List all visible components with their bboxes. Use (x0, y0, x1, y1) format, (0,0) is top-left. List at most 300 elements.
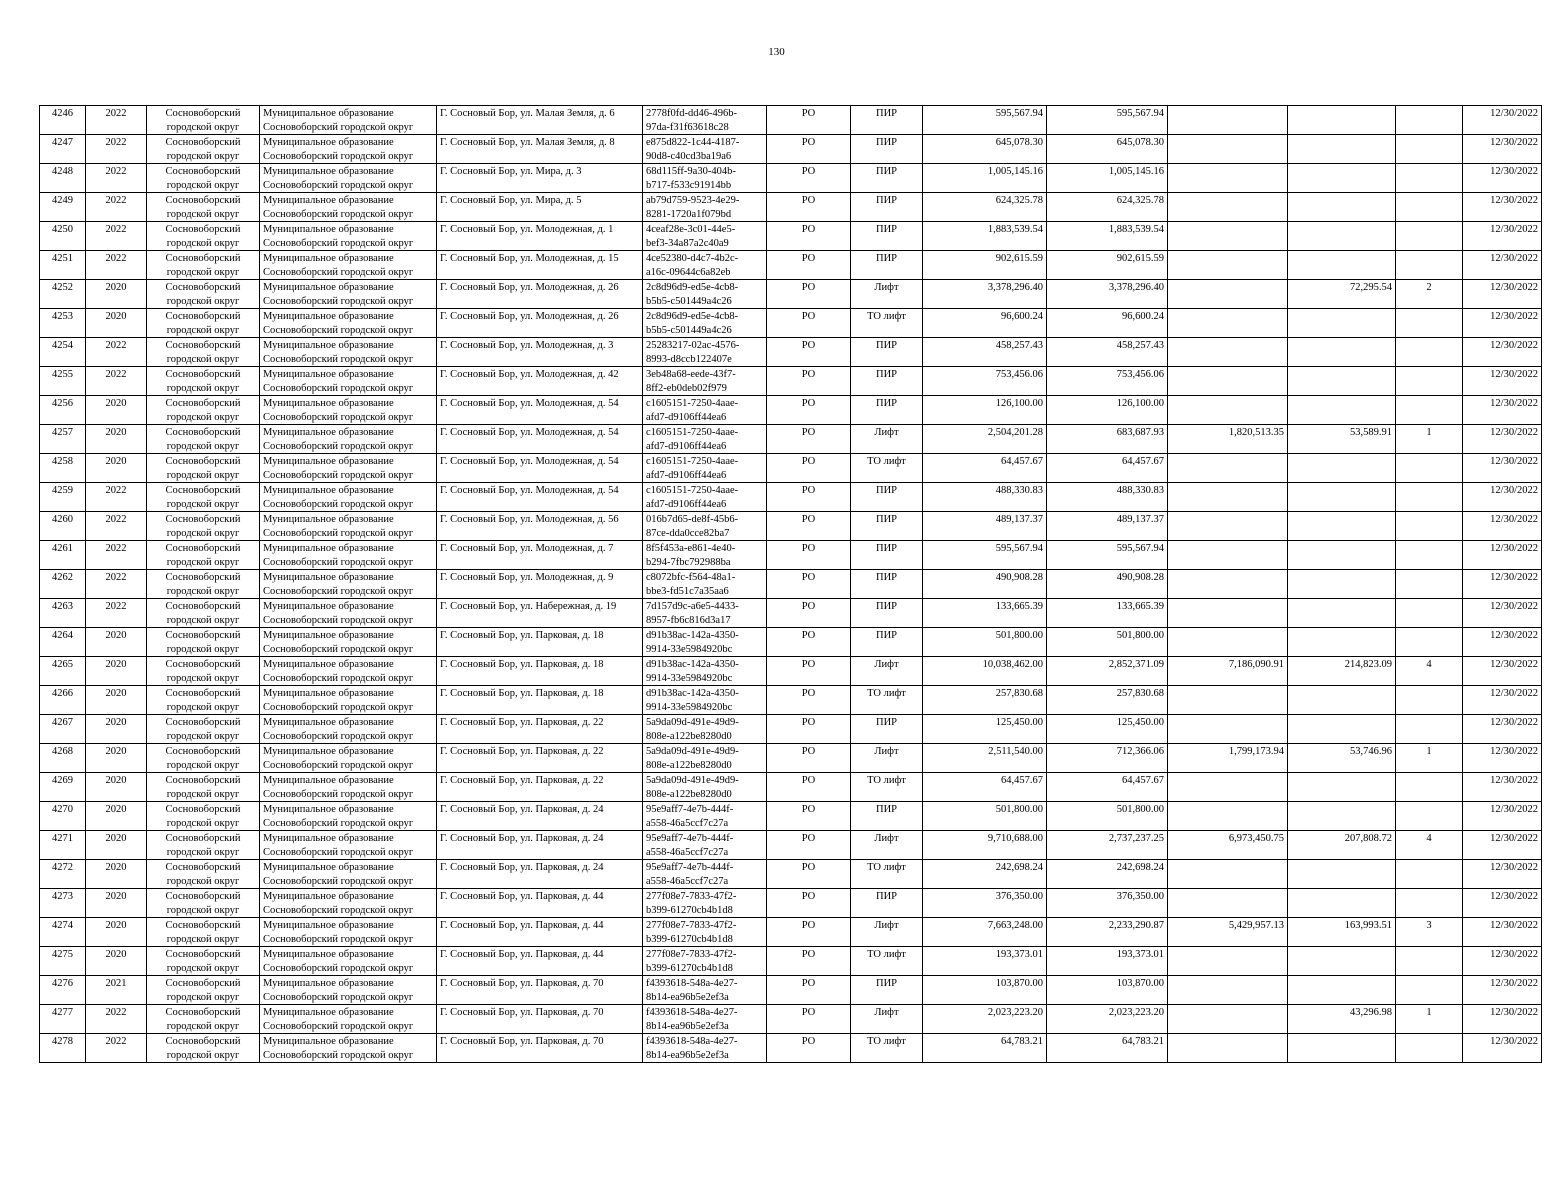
cell-fund-amount: 712,366.06 (1047, 744, 1168, 773)
cell-district (147, 396, 260, 425)
cell-district-line: городской округ (166, 556, 240, 568)
cell-district (147, 541, 260, 570)
cell-count (1396, 1034, 1463, 1063)
page-number: 130 (768, 46, 785, 58)
cell-date: 12/30/2022 (1463, 483, 1542, 512)
cell-fund-amount: 683,687.93 (1047, 425, 1168, 454)
cell-date: 12/30/2022 (1463, 744, 1542, 773)
cell-count (1396, 251, 1463, 280)
cell-fund-amount: 242,698.24 (1047, 860, 1168, 889)
cell-work-type: ТО лифт (851, 686, 923, 715)
cell-count (1396, 599, 1463, 628)
cell-other-amount (1168, 541, 1288, 570)
cell-date: 12/30/2022 (1463, 976, 1542, 1005)
cell-row-number: 4249 (40, 193, 86, 222)
cell-total-cost: 125,450.00 (923, 715, 1047, 744)
cell-date: 12/30/2022 (1463, 947, 1542, 976)
cell-row-number: 4247 (40, 135, 86, 164)
cell-district-line: Сосновоборский (165, 427, 241, 438)
cell-funding-source: РО (767, 831, 851, 860)
cell-district-line: Сосновоборский (165, 282, 241, 293)
cell-address: Г. Сосновый Бор, ул. Малая Земля, д. 6 (437, 106, 643, 135)
cell-municipality-line: Муниципальное образование (263, 282, 394, 293)
cell-address: Г. Сосновый Бор, ул. Парковая, д. 18 (437, 657, 643, 686)
cell-other-amount (1168, 570, 1288, 599)
table-row (40, 918, 1542, 947)
cell-other-amount (1168, 860, 1288, 889)
cell-municipality (260, 860, 437, 889)
cell-unit-cost: 43,296.98 (1288, 1005, 1396, 1034)
cell-date: 12/30/2022 (1463, 193, 1542, 222)
cell-fund-amount: 595,567.94 (1047, 541, 1168, 570)
cell-municipality-line: Сосновоборский городской округ (263, 266, 414, 278)
cell-other-amount: 6,973,450.75 (1168, 831, 1288, 860)
cell-municipality-line: Сосновоборский городской округ (263, 469, 414, 481)
table-row (40, 744, 1542, 773)
cell-total-cost: 64,457.67 (923, 773, 1047, 802)
cell-house-guid-line: d91b38ac-142a-4350- (646, 688, 739, 699)
cell-other-amount (1168, 106, 1288, 135)
cell-funding-source: РО (767, 570, 851, 599)
cell-year: 2020 (86, 280, 147, 309)
cell-count (1396, 396, 1463, 425)
cell-other-amount (1168, 976, 1288, 1005)
cell-other-amount (1168, 512, 1288, 541)
cell-municipality (260, 831, 437, 860)
cell-house-guid-line: 4ceaf28e-3c01-44e5- (646, 224, 736, 235)
cell-fund-amount: 1,883,539.54 (1047, 222, 1168, 251)
cell-work-type: ПИР (851, 976, 923, 1005)
cell-district-line: Сосновоборский (165, 195, 241, 206)
cell-district (147, 831, 260, 860)
cell-unit-cost (1288, 889, 1396, 918)
cell-district-line: Сосновоборский (165, 601, 241, 612)
cell-row-number: 4262 (40, 570, 86, 599)
cell-house-guid (643, 454, 767, 483)
cell-count: 4 (1396, 831, 1463, 860)
cell-other-amount (1168, 193, 1288, 222)
table-row (40, 570, 1542, 599)
cell-other-amount (1168, 454, 1288, 483)
cell-fund-amount: 2,023,223.20 (1047, 1005, 1168, 1034)
cell-address: Г. Сосновый Бор, ул. Парковая, д. 24 (437, 860, 643, 889)
cell-date: 12/30/2022 (1463, 599, 1542, 628)
cell-district-line: городской округ (166, 527, 240, 539)
cell-municipality-line: Муниципальное образование (263, 630, 394, 641)
cell-district (147, 686, 260, 715)
cell-district-line: городской округ (166, 266, 240, 278)
cell-year: 2020 (86, 744, 147, 773)
cell-house-guid-line: f4393618-548a-4e27- (646, 978, 738, 989)
cell-count (1396, 164, 1463, 193)
cell-district-line: городской округ (166, 324, 240, 336)
cell-fund-amount: 490,908.28 (1047, 570, 1168, 599)
cell-year: 2020 (86, 396, 147, 425)
cell-house-guid-line: b294-7fbc792988ba (646, 556, 731, 568)
cell-district (147, 222, 260, 251)
cell-municipality-line: Сосновоборский городской округ (263, 150, 414, 162)
cell-district (147, 918, 260, 947)
cell-row-number: 4256 (40, 396, 86, 425)
cell-year: 2020 (86, 918, 147, 947)
cell-district-line: городской округ (166, 643, 240, 655)
cell-house-guid (643, 889, 767, 918)
cell-unit-cost (1288, 251, 1396, 280)
cell-unit-cost (1288, 599, 1396, 628)
cell-house-guid (643, 251, 767, 280)
cell-district-line: Сосновоборский (165, 311, 241, 322)
table-row (40, 599, 1542, 628)
cell-district-line: Сосновоборский (165, 456, 241, 467)
cell-year: 2022 (86, 512, 147, 541)
cell-district (147, 773, 260, 802)
cell-district-line: Сосновоборский (165, 659, 241, 670)
cell-row-number: 4265 (40, 657, 86, 686)
cell-district-line: Сосновоборский (165, 340, 241, 351)
cell-funding-source: РО (767, 599, 851, 628)
cell-district-line: городской округ (166, 353, 240, 365)
cell-total-cost: 645,078.30 (923, 135, 1047, 164)
cell-funding-source: РО (767, 425, 851, 454)
cell-house-guid (643, 222, 767, 251)
cell-house-guid-line: 277f08e7-7833-47f2- (646, 891, 737, 902)
cell-other-amount (1168, 396, 1288, 425)
cell-district (147, 889, 260, 918)
cell-address: Г. Сосновый Бор, ул. Молодежная, д. 54 (437, 425, 643, 454)
cell-year: 2022 (86, 570, 147, 599)
cell-district-line: Сосновоборский (165, 717, 241, 728)
cell-municipality (260, 309, 437, 338)
cell-fund-amount: 96,600.24 (1047, 309, 1168, 338)
cell-unit-cost: 207,808.72 (1288, 831, 1396, 860)
cell-house-guid (643, 164, 767, 193)
cell-date: 12/30/2022 (1463, 338, 1542, 367)
table-row (40, 1005, 1542, 1034)
cell-house-guid (643, 193, 767, 222)
cell-house-guid-line: b5b5-c501449a4c26 (646, 324, 732, 336)
cell-other-amount: 5,429,957.13 (1168, 918, 1288, 947)
cell-district (147, 193, 260, 222)
cell-work-type: Лифт (851, 831, 923, 860)
cell-municipality (260, 483, 437, 512)
cell-district (147, 657, 260, 686)
cell-house-guid (643, 599, 767, 628)
cell-municipality-line: Сосновоборский городской округ (263, 527, 414, 539)
cell-work-type: ПИР (851, 106, 923, 135)
cell-total-cost: 242,698.24 (923, 860, 1047, 889)
cell-municipality (260, 1034, 437, 1063)
cell-house-guid-line: afd7-d9106ff44ea6 (646, 498, 727, 510)
cell-district-line: городской округ (166, 208, 240, 220)
cell-funding-source: РО (767, 106, 851, 135)
cell-funding-source: РО (767, 860, 851, 889)
cell-date: 12/30/2022 (1463, 860, 1542, 889)
cell-house-guid-line: b399-61270cb4b1d8 (646, 962, 733, 974)
cell-house-guid-line: ab79d759-9523-4e29- (646, 195, 740, 206)
table-row (40, 541, 1542, 570)
cell-house-guid-line: d91b38ac-142a-4350- (646, 630, 739, 641)
cell-row-number: 4258 (40, 454, 86, 483)
cell-work-type: ПИР (851, 802, 923, 831)
cell-funding-source: РО (767, 744, 851, 773)
cell-year: 2021 (86, 976, 147, 1005)
cell-total-cost: 2,511,540.00 (923, 744, 1047, 773)
cell-year: 2020 (86, 889, 147, 918)
cell-district-line: Сосновоборский (165, 746, 241, 757)
cell-municipality-line: Муниципальное образование (263, 485, 394, 496)
cell-house-guid-line: a558-46a5ccf7c27a (646, 846, 729, 858)
cell-date: 12/30/2022 (1463, 773, 1542, 802)
cell-municipality-line: Сосновоборский городской округ (263, 933, 414, 945)
cell-date: 12/30/2022 (1463, 802, 1542, 831)
cell-count (1396, 193, 1463, 222)
cell-house-guid-line: 8281-1720a1f079bd (646, 208, 732, 220)
cell-municipality (260, 599, 437, 628)
cell-count (1396, 541, 1463, 570)
cell-house-guid-line: b717-f533c91914bb (646, 179, 732, 191)
cell-municipality-line: Сосновоборский городской округ (263, 382, 414, 394)
cell-year: 2022 (86, 367, 147, 396)
cell-district-line: Сосновоборский (165, 1007, 241, 1018)
cell-funding-source: РО (767, 628, 851, 657)
cell-municipality-line: Муниципальное образование (263, 775, 394, 786)
cell-house-guid-line: 9914-33e5984920bc (646, 672, 733, 684)
cell-fund-amount: 193,373.01 (1047, 947, 1168, 976)
cell-total-cost: 9,710,688.00 (923, 831, 1047, 860)
cell-row-number: 4277 (40, 1005, 86, 1034)
cell-work-type: Лифт (851, 1005, 923, 1034)
cell-total-cost: 595,567.94 (923, 541, 1047, 570)
cell-municipality-line: Сосновоборский городской округ (263, 1049, 414, 1061)
cell-municipality-line: Муниципальное образование (263, 311, 394, 322)
cell-house-guid-line: 8b14-ea96b5e2ef3a (646, 1020, 729, 1032)
cell-house-guid-line: 9914-33e5984920bc (646, 643, 733, 655)
cell-count (1396, 686, 1463, 715)
cell-unit-cost (1288, 396, 1396, 425)
cell-unit-cost (1288, 1034, 1396, 1063)
cell-count (1396, 135, 1463, 164)
cell-work-type: Лифт (851, 744, 923, 773)
cell-municipality-line: Сосновоборский городской округ (263, 498, 414, 510)
cell-funding-source: РО (767, 135, 851, 164)
cell-funding-source: РО (767, 483, 851, 512)
cell-year: 2020 (86, 802, 147, 831)
cell-district-line: Сосновоборский (165, 949, 241, 960)
cell-municipality (260, 222, 437, 251)
cell-address: Г. Сосновый Бор, ул. Молодежная, д. 54 (437, 483, 643, 512)
cell-address: Г. Сосновый Бор, ул. Парковая, д. 22 (437, 744, 643, 773)
cell-year: 2020 (86, 454, 147, 483)
cell-address: Г. Сосновый Бор, ул. Молодежная, д. 26 (437, 309, 643, 338)
cell-house-guid (643, 309, 767, 338)
cell-total-cost: 96,600.24 (923, 309, 1047, 338)
cell-work-type: ПИР (851, 193, 923, 222)
cell-total-cost: 1,883,539.54 (923, 222, 1047, 251)
cell-municipality-line: Муниципальное образование (263, 833, 394, 844)
cell-date: 12/30/2022 (1463, 541, 1542, 570)
cell-count (1396, 802, 1463, 831)
cell-unit-cost: 163,993.51 (1288, 918, 1396, 947)
cell-funding-source: РО (767, 947, 851, 976)
cell-row-number: 4278 (40, 1034, 86, 1063)
table-row (40, 309, 1542, 338)
cell-district-line: городской округ (166, 962, 240, 974)
cell-district (147, 367, 260, 396)
cell-municipality (260, 193, 437, 222)
cell-district-line: городской округ (166, 730, 240, 742)
cell-date: 12/30/2022 (1463, 570, 1542, 599)
cell-fund-amount: 64,457.67 (1047, 773, 1168, 802)
cell-house-guid-line: e875d822-1c44-4187- (646, 137, 740, 148)
cell-funding-source: РО (767, 541, 851, 570)
cell-fund-amount: 125,450.00 (1047, 715, 1168, 744)
cell-municipality-line: Муниципальное образование (263, 543, 394, 554)
cell-count (1396, 715, 1463, 744)
cell-date: 12/30/2022 (1463, 686, 1542, 715)
cell-district-line: городской округ (166, 382, 240, 394)
cell-funding-source: РО (767, 976, 851, 1005)
cell-other-amount (1168, 367, 1288, 396)
cell-municipality-line: Муниципальное образование (263, 978, 394, 989)
cell-district (147, 309, 260, 338)
cell-work-type: ПИР (851, 889, 923, 918)
cell-municipality-line: Сосновоборский городской округ (263, 788, 414, 800)
cell-work-type: ПИР (851, 164, 923, 193)
cell-house-guid (643, 570, 767, 599)
cell-municipality (260, 976, 437, 1005)
cell-municipality (260, 628, 437, 657)
cell-funding-source: РО (767, 367, 851, 396)
cell-district-line: городской округ (166, 701, 240, 713)
cell-row-number: 4272 (40, 860, 86, 889)
cell-fund-amount: 501,800.00 (1047, 802, 1168, 831)
cell-other-amount (1168, 338, 1288, 367)
cell-address: Г. Сосновый Бор, ул. Парковая, д. 24 (437, 831, 643, 860)
table-row (40, 889, 1542, 918)
cell-date: 12/30/2022 (1463, 628, 1542, 657)
cell-unit-cost (1288, 338, 1396, 367)
cell-house-guid-line: 808e-a122be8280d0 (646, 759, 732, 771)
cell-district-line: Сосновоборский (165, 630, 241, 641)
cell-municipality-line: Сосновоборский городской округ (263, 846, 414, 858)
cell-house-guid-line: a558-46a5ccf7c27a (646, 875, 729, 887)
cell-municipality (260, 889, 437, 918)
cell-address: Г. Сосновый Бор, ул. Малая Земля, д. 8 (437, 135, 643, 164)
cell-row-number: 4251 (40, 251, 86, 280)
cell-other-amount (1168, 1034, 1288, 1063)
table-row (40, 367, 1542, 396)
cell-work-type: ПИР (851, 367, 923, 396)
cell-funding-source: РО (767, 686, 851, 715)
cell-district-line: городской округ (166, 150, 240, 162)
cell-date: 12/30/2022 (1463, 512, 1542, 541)
cell-work-type: ПИР (851, 512, 923, 541)
cell-municipality (260, 1005, 437, 1034)
cell-fund-amount: 753,456.06 (1047, 367, 1168, 396)
cell-municipality-line: Муниципальное образование (263, 601, 394, 612)
cell-funding-source: РО (767, 164, 851, 193)
cell-house-guid-line: 4ce52380-d4c7-4b2c- (646, 253, 739, 264)
cell-funding-source: РО (767, 193, 851, 222)
cell-total-cost: 64,783.21 (923, 1034, 1047, 1063)
cell-house-guid-line: 277f08e7-7833-47f2- (646, 949, 737, 960)
cell-district-line: городской округ (166, 295, 240, 307)
cell-row-number: 4260 (40, 512, 86, 541)
cell-district-line: городской округ (166, 469, 240, 481)
cell-work-type: ПИР (851, 251, 923, 280)
cell-municipality (260, 947, 437, 976)
cell-address: Г. Сосновый Бор, ул. Молодежная, д. 7 (437, 541, 643, 570)
cell-total-cost: 2,504,201.28 (923, 425, 1047, 454)
cell-district-line: городской округ (166, 846, 240, 858)
cell-year: 2022 (86, 164, 147, 193)
cell-total-cost: 64,457.67 (923, 454, 1047, 483)
cell-municipality-line: Муниципальное образование (263, 456, 394, 467)
cell-date: 12/30/2022 (1463, 715, 1542, 744)
cell-house-guid (643, 802, 767, 831)
cell-row-number: 4253 (40, 309, 86, 338)
cell-municipality-line: Сосновоборский городской округ (263, 208, 414, 220)
cell-fund-amount: 376,350.00 (1047, 889, 1168, 918)
cell-other-amount (1168, 164, 1288, 193)
cell-district-line: Сосновоборский (165, 514, 241, 525)
cell-work-type: ПИР (851, 599, 923, 628)
cell-house-guid-line: 8957-fb6c816d3a17 (646, 614, 731, 626)
cell-house-guid-line: c1605151-7250-4aae- (646, 398, 739, 409)
cell-count (1396, 860, 1463, 889)
cell-house-guid-line: 9914-33e5984920bc (646, 701, 733, 713)
cell-unit-cost (1288, 686, 1396, 715)
cell-house-guid-line: afd7-d9106ff44ea6 (646, 469, 727, 481)
cell-house-guid-line: 2778f0fd-dd46-496b- (646, 108, 737, 119)
cell-count (1396, 367, 1463, 396)
cell-date: 12/30/2022 (1463, 1005, 1542, 1034)
cell-unit-cost (1288, 309, 1396, 338)
cell-house-guid (643, 686, 767, 715)
cell-date: 12/30/2022 (1463, 396, 1542, 425)
cell-fund-amount: 501,800.00 (1047, 628, 1168, 657)
cell-municipality-line: Сосновоборский городской округ (263, 179, 414, 191)
cell-year: 2020 (86, 657, 147, 686)
cell-unit-cost (1288, 976, 1396, 1005)
cell-address: Г. Сосновый Бор, ул. Набережная, д. 19 (437, 599, 643, 628)
cell-date: 12/30/2022 (1463, 309, 1542, 338)
table-row (40, 976, 1542, 1005)
cell-address: Г. Сосновый Бор, ул. Парковая, д. 70 (437, 1034, 643, 1063)
cell-address: Г. Сосновый Бор, ул. Молодежная, д. 56 (437, 512, 643, 541)
cell-municipality-line: Муниципальное образование (263, 427, 394, 438)
cell-work-type: Лифт (851, 280, 923, 309)
cell-municipality-line: Сосновоборский городской округ (263, 121, 414, 133)
cell-row-number: 4264 (40, 628, 86, 657)
cell-municipality-line: Муниципальное образование (263, 108, 394, 119)
cell-municipality (260, 570, 437, 599)
cell-row-number: 4248 (40, 164, 86, 193)
cell-house-guid (643, 338, 767, 367)
cell-address: Г. Сосновый Бор, ул. Парковая, д. 44 (437, 889, 643, 918)
cell-district-line: Сосновоборский (165, 688, 241, 699)
cell-house-guid-line: 277f08e7-7833-47f2- (646, 920, 737, 931)
cell-total-cost: 501,800.00 (923, 802, 1047, 831)
cell-unit-cost (1288, 802, 1396, 831)
cell-house-guid (643, 657, 767, 686)
cell-district (147, 802, 260, 831)
cell-house-guid-line: 016b7d65-de8f-45b6- (646, 514, 739, 525)
cell-year: 2022 (86, 541, 147, 570)
cell-total-cost: 624,325.78 (923, 193, 1047, 222)
cell-municipality-line: Муниципальное образование (263, 137, 394, 148)
cell-district (147, 425, 260, 454)
